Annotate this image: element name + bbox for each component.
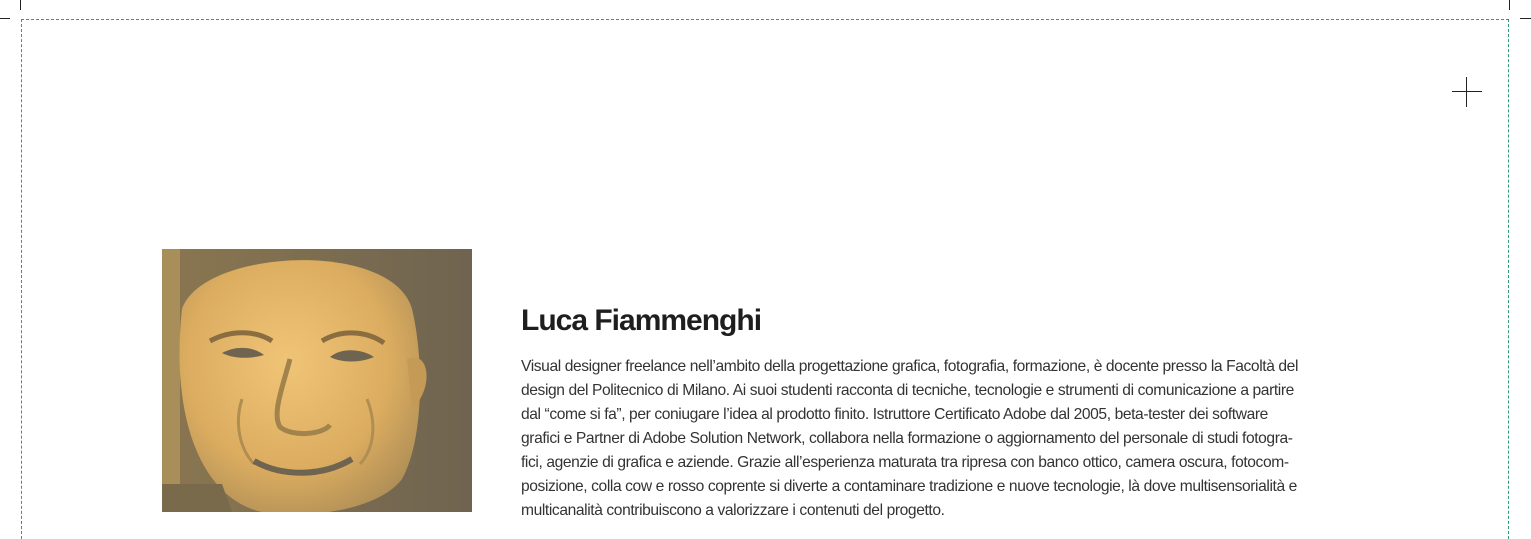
portrait-photo bbox=[162, 249, 472, 512]
bio-line: fici, agenzie di grafica e aziende. Grazie all’esperienza maturata tra ripresa con banco ottico, camera oscura, fotocom- bbox=[521, 454, 1289, 471]
bio-line: design del Politecnico di Milano. Ai suoi studenti racconta di tecniche, tecnologie e strumenti di comunicazione a partire bbox=[521, 382, 1294, 399]
bio-line: multicanalità contribuiscono a valorizzare i contenuti del progetto. bbox=[521, 502, 945, 519]
bio-line: posizione, colla cow e rosso coprente si diverte a contaminare tradizione e nuove tecnologie, là dove multisensorialità e bbox=[521, 478, 1297, 495]
bio-line: dal “come si fa”, per coniugare l’idea al prodotto finito. Istruttore Certificato Adobe dal 2005, beta-tester dei software bbox=[521, 406, 1268, 423]
biography-text bbox=[521, 355, 1411, 523]
crop-mark-left-top bbox=[0, 18, 10, 19]
registration-crosshair bbox=[1452, 77, 1482, 107]
crop-mark-right-top bbox=[1520, 18, 1531, 19]
person-name: Luca Fiammenghi bbox=[521, 304, 762, 337]
bio-line: grafici e Partner di Adobe Solution Network, collabora nella formazione o aggiornamento del personale di studi fotogra- bbox=[521, 430, 1293, 447]
crop-mark-top-left bbox=[20, 0, 21, 10]
crop-mark-top-right bbox=[1509, 0, 1510, 10]
bio-line: Visual designer freelance nell’ambito della progettazione grafica, fotografia, formazione, è docente presso la Facoltà del bbox=[521, 358, 1299, 375]
